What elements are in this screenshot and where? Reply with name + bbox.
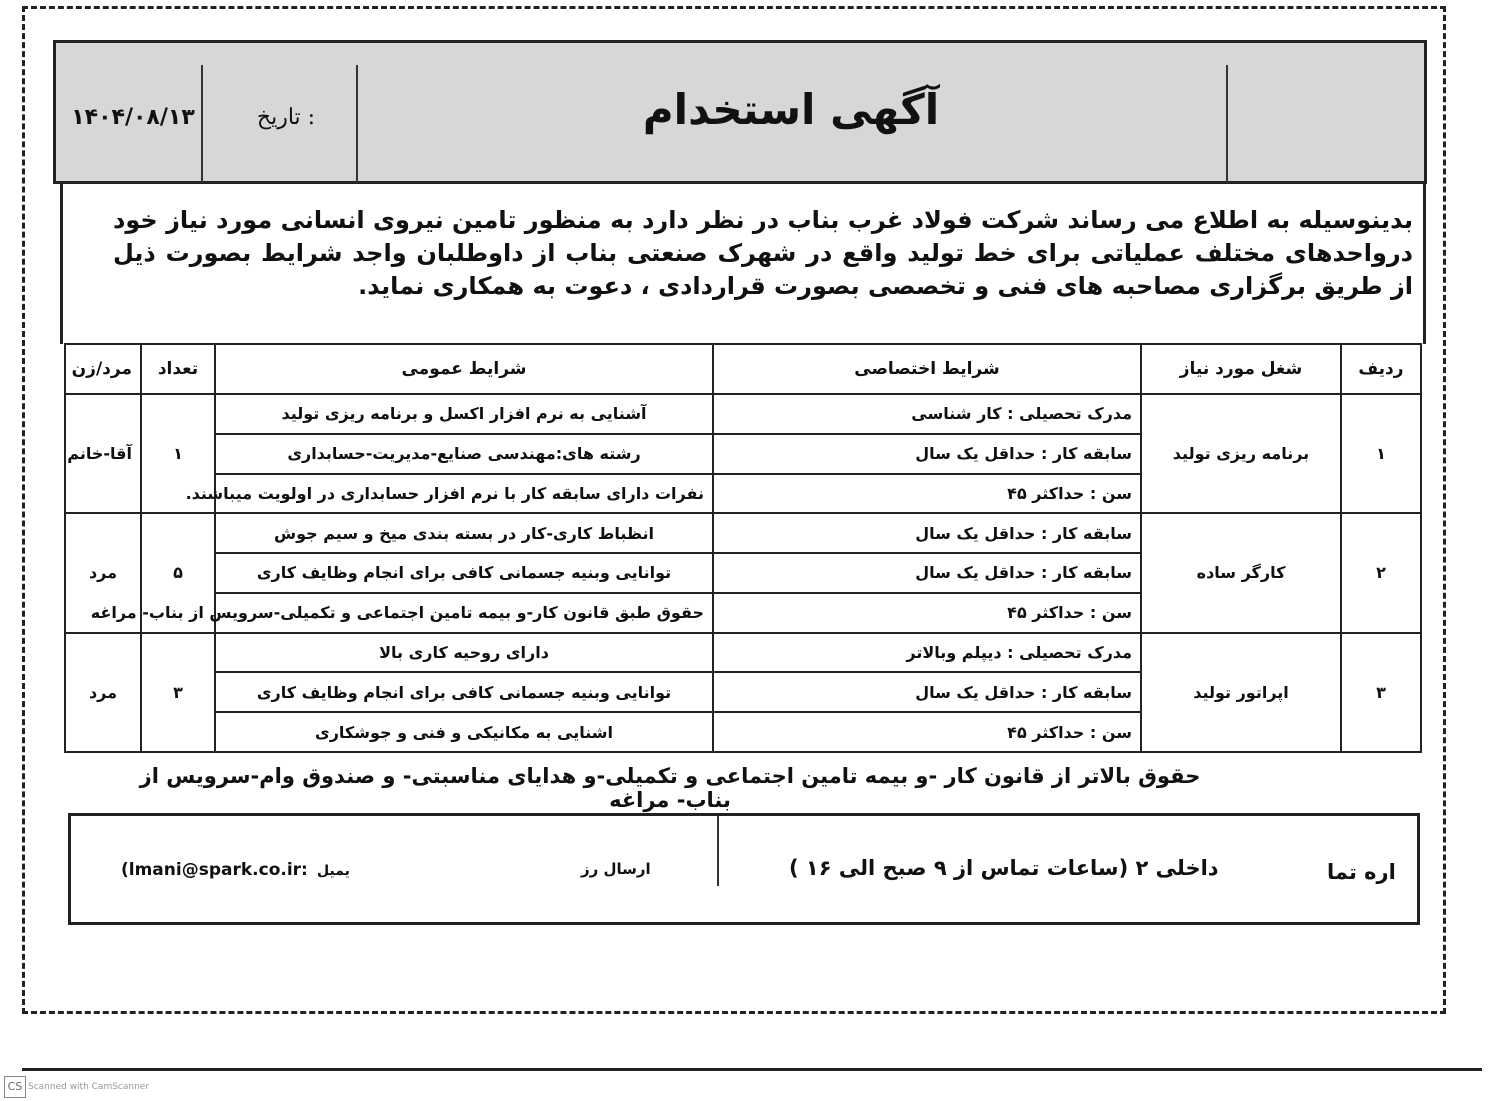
general-condition: آشنایی به نرم افزار اکسل و برنامه ریزی تولید	[215, 394, 713, 434]
special-condition: مدرک تحصیلی : دیپلم وبالاتر	[713, 633, 1141, 673]
table-row	[65, 513, 1421, 553]
send-label: ارسال رز	[581, 860, 651, 878]
job-gender: مرد	[65, 513, 141, 632]
email-address: (lmani@spark.co.ir:	[121, 860, 308, 880]
job-count: ۳	[141, 633, 215, 752]
col-header-count: تعداد	[141, 344, 215, 394]
special-condition: سن : حداکثر ۴۵	[713, 712, 1141, 752]
phone-label: اره تما	[1327, 860, 1396, 884]
col-header-general: شرایط عمومی	[215, 344, 713, 394]
special-condition: سابقه کار : حداقل یک سال	[713, 513, 1141, 553]
special-condition: سن : حداکثر ۴۵	[713, 593, 1141, 633]
jobs-table	[64, 343, 1422, 753]
col-header-gender: مرد/زن	[65, 344, 141, 394]
col-header-special: شرایط اختصاصی	[713, 344, 1141, 394]
table-header-row	[65, 344, 1421, 394]
special-condition: سن : حداکثر ۴۵	[713, 474, 1141, 514]
general-condition: دارای روحیه کاری بالا	[215, 633, 713, 673]
job-title: کارگر ساده	[1141, 513, 1341, 632]
general-condition: توانایی وبنیه جسمانی کافی برای انجام وظایف کاری	[215, 553, 713, 593]
benefits-text: حقوق بالاتر از قانون کار -و بیمه تامین اجتماعی و تکمیلی-و هدایای مناسبتی- و صندوق وام-سرویس از بناب- مراغه	[139, 764, 1201, 812]
row-number: ۱	[1341, 394, 1421, 513]
intro-text: بدینوسیله به اطلاع می رساند شرکت فولاد غرب بناب در نظر دارد به منظور تامین نیروی انسانی مورد نیاز خود درواحدهای مختلف عملیاتی برای خط تولید واقع در شهرک صنعتی بناب از داوطلبان واجد شرایط بصورت ذیل از طریق برگزاری مصاحبه های فنی و تخصصی بصورت قراردادی ، دعوت به همکاری نماید.	[113, 206, 1413, 300]
phone-extension-hours: داخلی ۲ (ساعات تماس از ۹ صبح الی ۱۶ )	[789, 856, 1219, 880]
scanner-watermark: Scanned with CamScanner	[28, 1082, 150, 1092]
col-header-job: شغل مورد نیاز	[1141, 344, 1341, 394]
general-condition: اشنایی به مکانیکی و فنی و جوشکاری	[215, 712, 713, 752]
intro-box	[60, 182, 1426, 344]
scanner-logo: CS	[4, 1076, 26, 1098]
contact-divider	[717, 816, 719, 886]
special-condition: سابقه کار : حداقل یک سال	[713, 553, 1141, 593]
header-divider	[356, 65, 358, 183]
general-condition: حقوق طبق قانون کار-و بیمه تامین اجتماعی و تکمیلی-سرویس از بناب- مراغه	[215, 593, 713, 633]
page-title: آگهی استخدام	[642, 85, 940, 134]
general-condition: نفرات دارای سابقه کار با نرم افزار حسابداری در اولویت میباشند.	[215, 474, 713, 514]
job-gender: مرد	[65, 633, 141, 752]
special-condition: مدرک تحصیلی : کار شناسی	[713, 394, 1141, 434]
special-condition: سابقه کار : حداقل یک سال	[713, 434, 1141, 474]
table-row	[65, 633, 1421, 673]
special-condition: سابقه کار : حداقل یک سال	[713, 672, 1141, 712]
job-title: اپراتور تولید	[1141, 633, 1341, 752]
bottom-rule	[22, 1068, 1482, 1071]
row-number: ۲	[1341, 513, 1421, 632]
table-row	[65, 394, 1421, 434]
job-title: برنامه ریزی تولید	[1141, 394, 1341, 513]
contact-box	[68, 813, 1420, 925]
job-count: ۵	[141, 513, 215, 632]
header-divider	[201, 65, 203, 183]
date-value: ۱۴۰۴/۰۸/۱۳	[71, 105, 195, 130]
date-label: تاریخ :	[256, 105, 316, 130]
col-header-num: ردیف	[1341, 344, 1421, 394]
job-gender: آقا-خانم	[65, 394, 141, 513]
general-condition: توانایی وبنیه جسمانی کافی برای انجام وظایف کاری	[215, 672, 713, 712]
general-condition: انظباط کاری-کار در بسته بندی میخ و سیم جوش	[215, 513, 713, 553]
general-condition: رشته های:مهندسی صنایع-مدیریت-حسابداری	[215, 434, 713, 474]
header-bar	[53, 40, 1427, 184]
header-divider	[1226, 65, 1228, 183]
job-count: ۱	[141, 394, 215, 513]
row-number: ۳	[1341, 633, 1421, 752]
email-label: یمیل	[317, 863, 350, 879]
